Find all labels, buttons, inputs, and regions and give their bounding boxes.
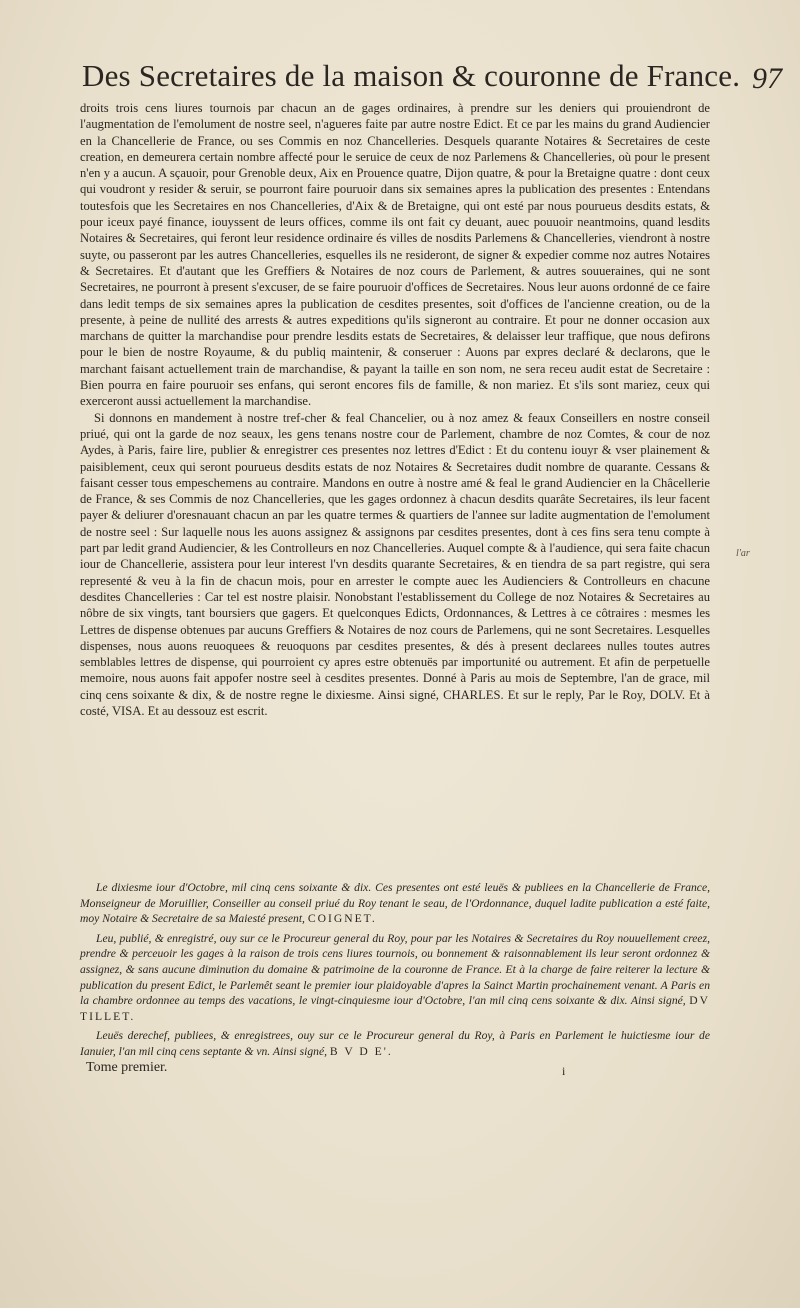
running-title: Des Secretaires de la maison & couronne de France. <box>82 58 741 93</box>
body-paragraph: droits trois cens liures tournois par chacun an de gages ordinaires, à prendre sur les deniers qui prouiendront de l'augmentation de l'emolument de nostre seel, n'agueres faite par autre nostre Edict. Et ce par les mains du grand Audiencier en la Chancellerie de France, ou ses Commis en noz Chancelleries. Desquels quarante Notaires & Secretaires de ceste creation, en demeurera certain nombre affecté pour le seruice de ceux de noz Parlemens & Chancelleries, où pour le present n'en y a aucun. A sçauoir, pour Grenoble deux, Aix en Prouence quatre, Dijon quatre, & pour la Bretaigne quatre : dont ceux qui voudront y resider & seruir, se pourront faire pouruoir dans six semaines apres la publication des presentes : Entendans toutesfois que les Secretaires en nos Chancelleries, d'Aix & de Bretaigne, qui ont esté par nous pourueus desdits estats, & pour iceux payé finance, iouyssent de leurs offices, comme ils ont fait cy deuant, auec pouuoir neantmoins, quand lesdits Notaires & Secretaires, qui feront leur residence ordinaire és villes de nosdits Parlemens & Chancelleries, viendront à nostre suyte, ou passeront par les autres Chancelleries, esquelles ils ne resideront, de signer & expedier comme noz autres Notaires & Secretaires. Et d'autant que les Greffiers & Notaires de noz cours de Parlement, & autres souueraines, qui ne sont Secretaires, ne pourront à present s'excuser, de se faire pouruoir d'offices de Secretaires. Nous leur auons ordonné de ce faire dans ledit temps de six semaines apres la publication de cesdites presentes, soit d'offices de l'ancienne creation, ou de la presente, à peine de nullité des arrests & autres expeditions qu'ils signeront au contraire. Et pour ne donner occasion aux marchans de quitter la marchandise pour prendre lesdits estats de Secretaires, & delaisser leur traffique, que nous defirons pour le bien de nostre Royaume, & du publiq maintenir, & conseruer : Auons par expres declaré & declarons, que le marchant faisant actuellement train de marchandise, & payant la taille en son nom, ne sera receu audit estat de Secretaire : Bien pourra en faire pouruoir ses enfans, qui seront encores fils de famille, & non mariez. Et s'ils sont mariez, ceux qui exerceront aussi actuellement la marchandise. <box>80 101 710 409</box>
registration-paragraph <box>80 880 710 927</box>
margin-note: l'ar <box>736 548 750 559</box>
signature-name: DV TILLET. <box>80 994 710 1023</box>
signature-mark: i <box>562 1064 566 1078</box>
registration-notes <box>80 880 710 1064</box>
registration-paragraph <box>80 1028 710 1059</box>
main-text <box>80 100 710 719</box>
registration-text: Leuës derechef, publiees, & enregistrees, ouy sur ce le Procureur general du Roy, à Paris en Parlement le huictiesme iour de Ianuier, l'an mil cinq cens septante & vn. Ainsi signé, <box>80 1029 710 1058</box>
tome-label: Tome premier. <box>86 1060 168 1075</box>
page-header <box>82 58 782 102</box>
registration-paragraph <box>80 931 710 1025</box>
registration-text: Le dixiesme iour d'Octobre, mil cinq cens soixante & dix. Ces presentes ont esté leuës & publiees en la Chancellerie de France, Monseigneur de Moruillier, Conseiller au conseil priué du Roy tenant le seau, de l'Ordonnance, duquel ladite publication a esté faite, moy Notaire & Secretaire de sa Maiesté present, <box>80 881 710 926</box>
registration-text: Leu, publié, & enregistré, ouy sur ce le Procureur general du Roy, pour par les Notaires & Secretaires du Roy nouuellement creez, prendre & perceuoir les gages à la raison de trois cens liures tournois, ou bonnement & raisonnablement ils leur seront ordonnez & assignez, & sans aucune diminution du domaine & patrimoine de la couronne de France. Et à la charge de faire reiterer la lecture & publication du present Edict, le Parlemêt seant le premier iour plaidoyable d'apres la Sainct Martin prochainement venant. A Paris en la chambre ordonnee au temps des vacations, le vingt-cinquiesme iour d'Octobre, l'an mil cinq cens soixante & dix. Ainsi signé, <box>80 931 710 1008</box>
body-paragraph: Si donnons en mandement à nostre tref-cher & feal Chancelier, ou à noz amez & feaux Conseillers en nostre conseil priué, qui ont la garde de noz seaux, les gens tenans nostre cour de Parlement, chambre de noz Comtes, & cour de noz Aydes, à Paris, faire lire, publier & enregistrer ces presentes noz lettres d'Edict : Et du contenu iouyr & vser plainement & paisiblement, ceux qui seront pourueus desdits estats de noz Notaires & Secretaires dudit nombre de quarante. Cessans & faisant cesser tous empeschemens au contraire. Mandons en outre à nostre amé & feal le grand Audiencier en la Châcellerie de France, & ses Commis de noz Chancelleries, que les gages ordonnez à chacun desdits quarâte Secretaires, ils leur facent payer & deliurer d'oresnauant chacun an par les quatre termes & quartiers de l'annee sur ladite augmentation de l'emolument de nostre seel : Sur laquelle nous les auons assignez & assignons par cesdites presentes, dont à ces fins sera tenu compte à part par ledit grand Audiencier, & les Controlleurs en noz Chancelleries. Auquel compte & à l'audience, qui sera faite chacun iour de Chancellerie, assistera pour leur interest l'vn desdits quarante Secretaires, & en tiendra de sa part registre, qui sera representé & veu à la fin de chacun mois, pour en arrester le compte auec les Audienciers & Controlleurs en chacune desdites Chancelleries : Car tel est nostre plaisir. Nonobstant l'establissement du College de noz Notaires & Secretaires au nôbre de six vingts, tant boursiers que gagers. Et quelconques Edicts, Ordonnances, & Lettres à ce côtraires : mesmes les Lettres de dispense obtenues par aucuns Greffiers & Notaires de noz cours de Parlemens, qui ne sont Secretaires. Lesquelles dispenses, nous auons reuoquees & reuoquons par cesdites presentes, & dés à present declarees nulles toutes autres semblables lettres de dispense, qui pourroient cy apres estre obtenuës par importunité ou autrement. Et afin de perpetuelle memoire, nous auons fait appofer nostre seel à cesdites presentes. Donné à Paris au mois de Septembre, l'an de grace, mil cinq cens soixante & dix, & de nostre regne le dixiesme. Ainsi signé, CHARLES. Et sur le reply, Par le Roy, DOLV. Et à costé, VISA. Et au dessouz est escrit. <box>80 410 710 718</box>
signature-name: B V D E'. <box>329 1044 393 1058</box>
signature-name: COIGNET. <box>307 912 377 926</box>
page-number: 97 <box>752 62 782 95</box>
